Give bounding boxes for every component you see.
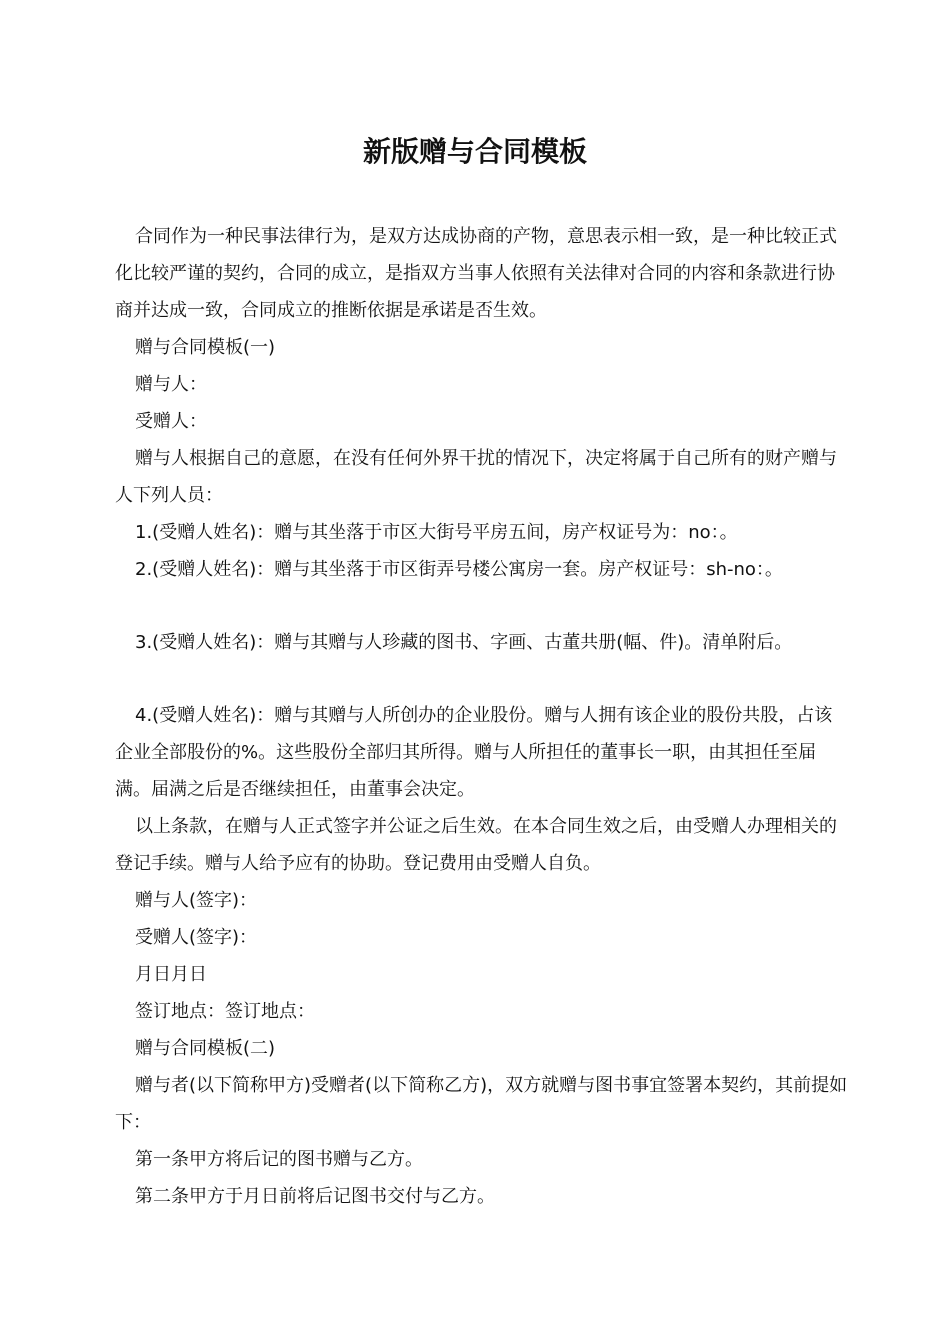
date-line: 月日月日	[135, 964, 207, 985]
section-heading-two: 赠与合同模板(二)	[135, 1038, 276, 1059]
effectiveness-paragraph: 以上条款，在赠与人正式签字并公证之后生效。在本合同生效之后，由受赠人办理相关的登记手续。赠与人给予应有的协助。登记费用由受赠人自负。	[115, 816, 837, 874]
document-body	[115, 218, 850, 1215]
donor-line: 赠与人：	[135, 374, 207, 395]
donation-intent-paragraph: 赠与人根据自己的意愿，在没有任何外界干扰的情况下，决定将属于自己所有的财产赠与人下列人员：	[115, 448, 837, 506]
recipient-signature-line: 受赠人(签字)：	[135, 927, 258, 948]
clause-1: 1.(受赠人姓名)：赠与其坐落于市区大街号平房五间，房产权证号为：no：。	[135, 522, 738, 543]
article-1: 第一条甲方将后记的图书赠与乙方。	[135, 1149, 423, 1170]
recipient-line: 受赠人：	[135, 411, 207, 432]
parties-paragraph: 赠与者(以下简称甲方)受赠者(以下简称乙方)，双方就赠与图书事宜签署本契约，其前提如下：	[115, 1075, 848, 1133]
document-title: 新版赠与合同模板	[362, 135, 587, 168]
donor-signature-line: 赠与人(签字)：	[135, 890, 258, 911]
spacer	[115, 661, 850, 697]
intro-paragraph: 合同作为一种民事法律行为，是双方达成协商的产物，意思表示相一致，是一种比较正式化比较严谨的契约，合同的成立，是指双方当事人依照有关法律对合同的内容和条款进行协商并达成一致，合同成立的推断依据是承诺是否生效。	[115, 226, 837, 321]
clause-4: 4.(受赠人姓名)：赠与其赠与人所创办的企业股份。赠与人拥有该企业的股份共股，占该企业全部股份的%。这些股份全部归其所得。赠与人所担任的董事长一职，由其担任至届满。届满之后是否继续担任，由董事会决定。	[115, 705, 833, 800]
clause-2: 2.(受赠人姓名)：赠与其坐落于市区街弄号楼公寓房一套。房产权证号：sh-no：。	[135, 559, 783, 580]
section-heading-one: 赠与合同模板(一)	[135, 337, 276, 358]
clause-3: 3.(受赠人姓名)：赠与其赠与人珍藏的图书、字画、古董共册(幅、件)。清单附后。	[135, 632, 793, 653]
signing-place-line: 签订地点：签订地点：	[135, 1001, 315, 1022]
spacer	[115, 588, 850, 624]
article-2: 第二条甲方于月日前将后记图书交付与乙方。	[135, 1186, 495, 1207]
